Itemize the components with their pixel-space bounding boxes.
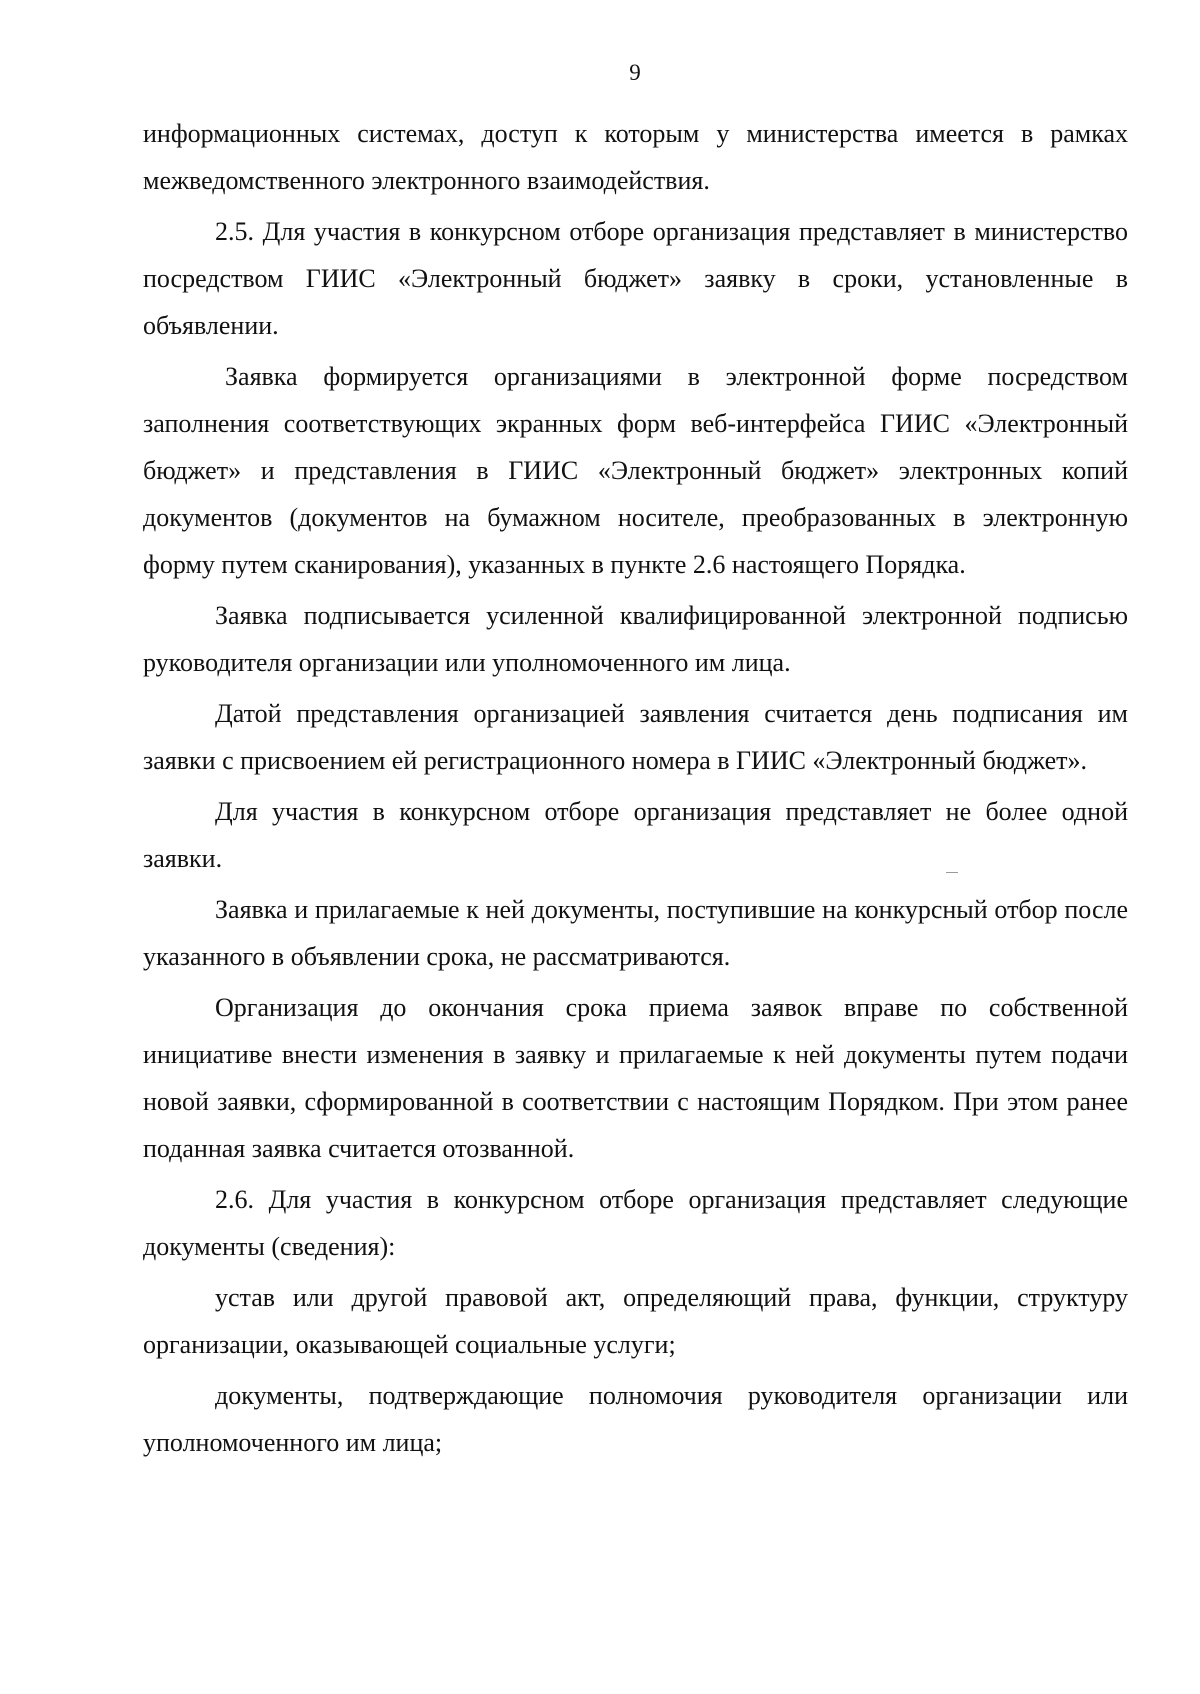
paragraph-signature: Заявка подписывается усиленной квалифицированной электронной подписью руководителя организации или уполномоченного им лица. bbox=[143, 601, 1128, 677]
page-number: 9 bbox=[629, 60, 641, 85]
scan-artifact bbox=[946, 872, 958, 873]
list-item-charter: устав или другой правовой акт, определяющий права, функции, структуру организации, оказывающей социальные услуги; bbox=[143, 1283, 1128, 1359]
document-body bbox=[143, 110, 1128, 1466]
list-item-authority-documents: документы, подтверждающие полномочия руководителя организации или уполномоченного им лица; bbox=[143, 1381, 1128, 1457]
paragraph-single-application: Для участия в конкурсном отборе организация представляет не более одной заявки. bbox=[143, 797, 1128, 873]
paragraph-late-documents: Заявка и прилагаемые к ней документы, поступившие на конкурсный отбор после указанного в объявлении срока, не рассматриваются. bbox=[143, 895, 1128, 971]
paragraph-2-5: 2.5. Для участия в конкурсном отборе организация представляет в министерство посредством ГИИС «Электронный бюджет» заявку в сроки, установленные в объявлении. bbox=[143, 217, 1128, 340]
paragraph-submission-date: Датой представления организацией заявления считается день подписания им заявки с присвоением ей регистрационного номера в ГИИС «Электронный бюджет». bbox=[143, 699, 1128, 775]
paragraph-continuation: информационных системах, доступ к которым у министерства имеется в рамках межведомственного электронного взаимодействия. bbox=[143, 119, 1128, 195]
paragraph-changes: Организация до окончания срока приема заявок вправе по собственной инициативе внести изменения в заявку и прилагаемые к ней документы путем подачи новой заявки, сформированной в соответствии с настоящим Порядком. При этом ранее поданная заявка считается отозванной. bbox=[143, 993, 1128, 1163]
paragraph-2-6: 2.6. Для участия в конкурсном отборе организация представляет следующие документы (сведения): bbox=[143, 1185, 1128, 1261]
paragraph-application-form: Заявка формируется организациями в электронной форме посредством заполнения соответствующих экранных форм веб-интерфейса ГИИС «Электронный бюджет» и представления в ГИИС «Электронный бюджет» электронных копий документов (документов на бумажном носителе, преобразованных в электронную форму путем сканирования), указанных в пункте 2.6 настоящего Порядка. bbox=[143, 362, 1128, 579]
